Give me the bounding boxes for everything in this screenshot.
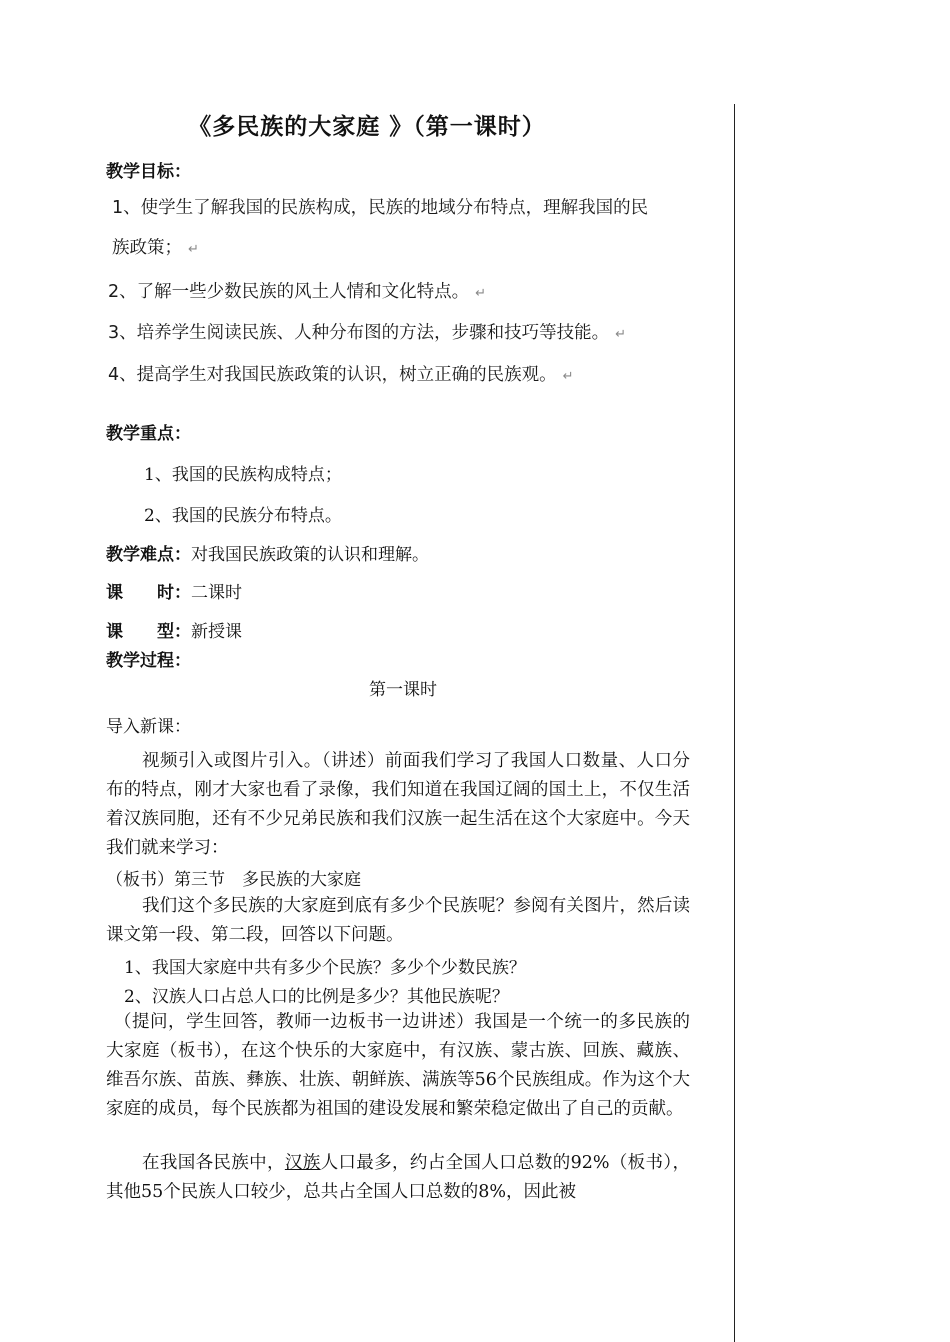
question-intro-paragraph: 我们这个多民族的大家庭到底有多少个民族呢？参阅有关图片，然后读课文第一段、第二段，回答以下问题。 bbox=[106, 896, 690, 945]
objective-1-line-1: 1、使学生了解我国的民族构成，民族的地域分布特点，理解我国的民 bbox=[112, 198, 649, 218]
hours-line: 课 时：二课时 bbox=[106, 583, 242, 603]
objective-4: 4、提高学生对我国民族政策的认识，树立正确的民族观。 ↵ bbox=[108, 365, 574, 385]
objective-2: 2、了解一些少数民族的风土人情和文化特点。 ↵ bbox=[108, 282, 487, 302]
right-margin-line bbox=[734, 104, 735, 1342]
page-title: 《多民族的大家庭 》（第一课时） bbox=[188, 114, 546, 140]
family-paragraph: （提问，学生回答，教师一边板书一边讲述）我国是一个统一的多民族的大家庭（板书），在这个快乐的大家庭中，有汉族、蒙古族、回族、藏族、维吾尔族、苗族、彝族、壮族、朝鲜族、满族等56个民族组成。作为这个大家庭的成员，每个民族都为祖国的建设发展和繁荣稳定做出了自己的贡献。 bbox=[106, 1012, 690, 1119]
key-point-1: 1、我国的民族构成特点； bbox=[144, 465, 342, 485]
board-title: （板书）第三节 多民族的大家庭 bbox=[106, 870, 361, 890]
intro-label: 导入新课： bbox=[106, 717, 191, 737]
objectives-heading: 教学目标： bbox=[106, 162, 191, 182]
process-heading: 教学过程： bbox=[106, 651, 191, 671]
objective-3: 3、培养学生阅读民族、人种分布图的方法，步骤和技巧等技能。 ↵ bbox=[108, 323, 627, 343]
key-points-heading: 教学重点： bbox=[106, 424, 191, 444]
objective-1-line-2: 族政策； ↵ bbox=[112, 238, 199, 258]
population-paragraph: 在我国各民族中，汉族人口最多，约占全国人口总数的92%（板书），其他55个民族人口较少，总共占全国人口总数的8%，因此被 bbox=[106, 1153, 691, 1202]
question-2: 2、汉族人口占总人口的比例是多少？其他民族呢？ bbox=[124, 987, 509, 1007]
intro-paragraph: 视频引入或图片引入。（讲述）前面我们学习了我国人口数量、人口分布的特点，刚才大家也看了录像，我们知道在我国辽阔的国土上，不仅生活着汉族同胞，还有不少兄弟民族和我们汉族一起生活在这个大家庭中。今天我们就来学习： bbox=[106, 751, 690, 858]
difficulty-line: 教学难点：对我国民族政策的认识和理解。 bbox=[106, 545, 429, 565]
lesson-label: 第一课时 bbox=[369, 680, 437, 700]
type-line: 课 型：新授课 bbox=[106, 622, 242, 642]
key-point-2: 2、我国的民族分布特点。 bbox=[144, 506, 342, 526]
question-1: 1、我国大家庭中共有多少个民族？多少个少数民族？ bbox=[124, 958, 526, 978]
